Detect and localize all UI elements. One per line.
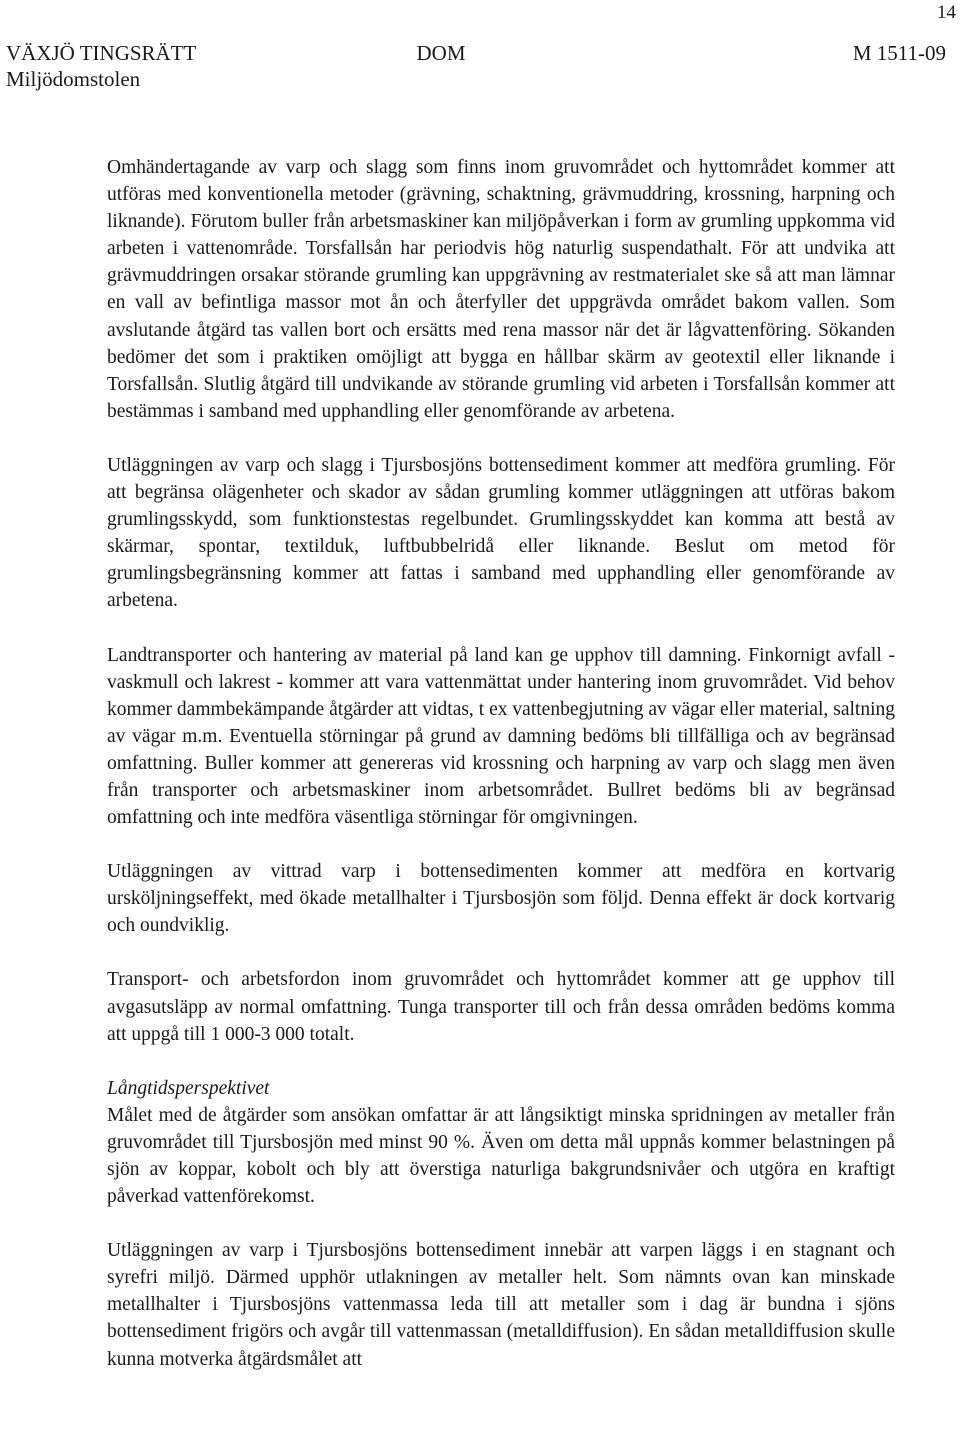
paragraph-1: Omhändertagande av varp och slagg som finns inom gruvområdet och hyttområdet kommer att utföras med konventionella metoder (grävning, schaktning, grävmuddring, krossning, harpning och liknande). Förutom buller från arbetsmaskiner kan miljöpåverkan i form av grumling uppkomma vid arbeten i vattenområde. Torsfallsån har periodvis hög naturlig suspendathalt. För att undvika att grävmuddringen orsakar störande grumling kan uppgrävning av restmaterialet ske så att man lämnar en vall av befintliga massor mot ån och återfyller det uppgrävda området bakom vallen. Som avslutande åtgärd tas vallen bort och ersätts med rena massor när det är lågvattenföring. Sökanden bedömer det som i praktiken omöjligt att bygga en hållbar skärm av geotextil eller liknande i Torsfallsån. Slutlig åtgärd till undvikande av störande grumling vid arbeten i Torsfallsån kommer att bestämmas i samband med upphandling eller genomförande av arbetena. [107,157,895,422]
document-header [6,40,946,92]
paragraph-4: Utläggningen av vittrad varp i bottensedimenten kommer att medföra en kortvarig ursköljningseffekt, med ökade metallhalter i Tjursbosjön som följd. Denna effekt är dock kortvarig och oundviklig. [107,861,895,937]
section-heading: Långtidsperspektivet [107,1077,270,1099]
section-paragraph-1: Målet med de åtgärder som ansökan omfattar är att långsiktigt minska spridningen av metaller från gruvområdet till Tjursbosjön med minst 90 %. Även om detta mål uppnås kommer belastningen på sjön av koppar, kobolt och bly att överstiga naturliga bakgrundsnivåer och utgöra en kraftigt påverkad vattenförekomst. [107,1104,895,1208]
court-division: Miljödomstolen [6,67,141,91]
paragraph-3: Landtransporter och hantering av material på land kan ge upphov till damning. Finkornigt avfall - vaskmull och lakrest - kommer att vara vattenmättat under hantering inom gruvområdet. Vid behov kommer dammbekämpande åtgärder att vidtas, t ex vattenbegjutning av vägar eller material, saltning av vägar m.m. Eventuella störningar på grund av damning bedöms bli tillfälliga och av begränsad omfattning. Buller kommer att genereras vid krossning och harpning av varp och slagg men även från transporter och arbetsmaskiner inom arbetsområdet. Bullret bedöms bli av begränsad omfattning och inte medföra väsentliga störningar för omgivningen. [107,644,895,829]
section-paragraph-2: Utläggningen av varp i Tjursbosjöns bottensediment innebär att varpen läggs i en stagnant och syrefri miljö. Därmed upphör utlakningen av metaller helt. Som nämnts ovan kan minskade metallhalter i Tjursbosjöns vattenmassa leda till att metaller som i dag är bundna i sjöns bottensediment frigörs och avgår till vattenmassan (metalldiffusion). En sådan metalldiffusion skulle kunna motverka åtgärdsmålet att [107,1240,895,1370]
paragraph-5: Transport- och arbetsfordon inom gruvområdet och hyttområdet kommer att ge upphov till avgasutsläpp av normal omfattning. Tunga transporter till och från dessa områden bedöms komma att uppgå till 1 000-3 000 totalt. [107,969,895,1045]
paragraph-2: Utläggningen av varp och slagg i Tjursbosjöns bottensediment kommer att medföra grumling. För att begränsa olägenheter och skador av sådan grumling kommer utläggningen att utföras bakom grumlingsskydd, som funktionstestas regelbundet. Grumlingsskyddet kan komma att bestå av skärmar, spontar, textilduk, luftbubbelridå eller liknande. Beslut om metod för grumlingsbegränsning kommer att fattas i samband med upphandling eller genomförande av arbetena. [107,454,895,612]
page-number: 14 [937,2,956,23]
document-body [107,154,895,1400]
document-type: DOM [416,41,466,65]
court-name: VÄXJÖ TINGSRÄTT [6,41,197,65]
case-number: M 1511-09 [852,41,946,65]
